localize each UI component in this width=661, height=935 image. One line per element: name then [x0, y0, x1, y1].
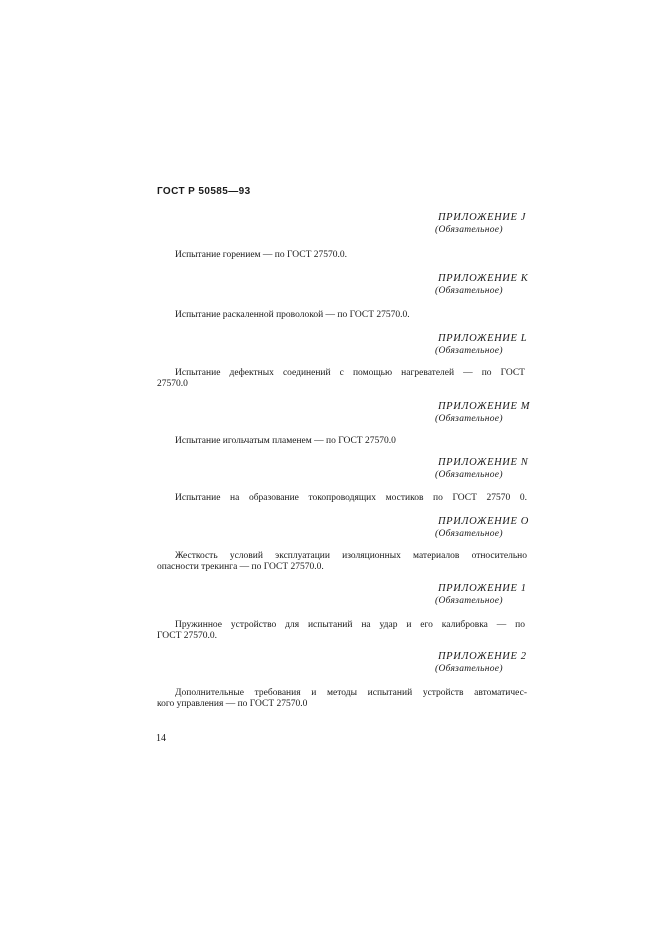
appendix-n-heading — [435, 457, 538, 481]
appendix-2-text-line2: кого управления — по ГОСТ 27570.0 — [157, 699, 308, 709]
appendix-o-text-line2: опасности трекинга — по ГОСТ 27570.0. — [157, 562, 324, 572]
appendix-l-text-line2: 27570.0 — [157, 379, 188, 389]
appendix-m-heading — [435, 401, 538, 425]
appendix-1-heading — [435, 583, 538, 607]
appendix-title: ПРИЛОЖЕНИЕ О — [438, 516, 529, 527]
appendix-title: ПРИЛОЖЕНИЕ 1 — [438, 583, 527, 594]
appendix-l-heading — [435, 333, 538, 357]
appendix-title: ПРИЛОЖЕНИЕ J — [438, 212, 526, 223]
appendix-title: ПРИЛОЖЕНИЕ 2 — [438, 651, 527, 662]
appendix-note: (Обязательное) — [435, 470, 503, 480]
appendix-note: (Обязательное) — [435, 225, 503, 235]
appendix-n-text: Испытание на образование токопроводящих мостиков по ГОСТ 27570 0. — [175, 493, 527, 503]
appendix-note: (Обязательное) — [435, 414, 503, 424]
appendix-m-text: Испытание игольчатым пламенем — по ГОСТ 27570.0 — [175, 436, 396, 446]
appendix-note: (Обязательное) — [435, 596, 503, 606]
appendix-o-text-line1: Жесткость условий эксплуатации изоляционных материалов относительно — [175, 551, 527, 561]
appendix-note: (Обязательное) — [435, 346, 503, 356]
appendix-k-text: Испытание раскаленной проволокой — по ГОСТ 27570.0. — [175, 310, 410, 320]
appendix-2-text-line1: Дополнительные требования и методы испытаний устройств автоматичес- — [175, 688, 527, 698]
appendix-j-heading — [435, 212, 538, 236]
appendix-2-heading — [435, 651, 538, 675]
appendix-1-text-line1: Пружинное устройство для испытаний на удар и его калибровка — по — [175, 620, 525, 630]
appendix-note: (Обязательное) — [435, 664, 503, 674]
appendix-title: ПРИЛОЖЕНИЕ М — [438, 401, 531, 412]
appendix-title: ПРИЛОЖЕНИЕ К — [438, 273, 529, 284]
appendix-title: ПРИЛОЖЕНИЕ L — [438, 333, 528, 344]
appendix-note: (Обязательное) — [435, 286, 503, 296]
appendix-1-text-line2: ГОСТ 27570.0. — [157, 631, 217, 641]
appendix-k-heading — [435, 273, 538, 297]
appendix-j-text: Испытание горением — по ГОСТ 27570.0. — [175, 250, 348, 260]
appendix-l-text-line1: Испытание дефектных соединений с помощью нагревателей — по ГОСТ — [175, 368, 525, 378]
document-code: ГОСТ Р 50585—93 — [157, 186, 251, 197]
appendix-o-heading — [435, 516, 538, 540]
page-number: 14 — [156, 733, 166, 744]
appendix-note: (Обязательное) — [435, 529, 503, 539]
appendix-title: ПРИЛОЖЕНИЕ N — [438, 457, 529, 468]
